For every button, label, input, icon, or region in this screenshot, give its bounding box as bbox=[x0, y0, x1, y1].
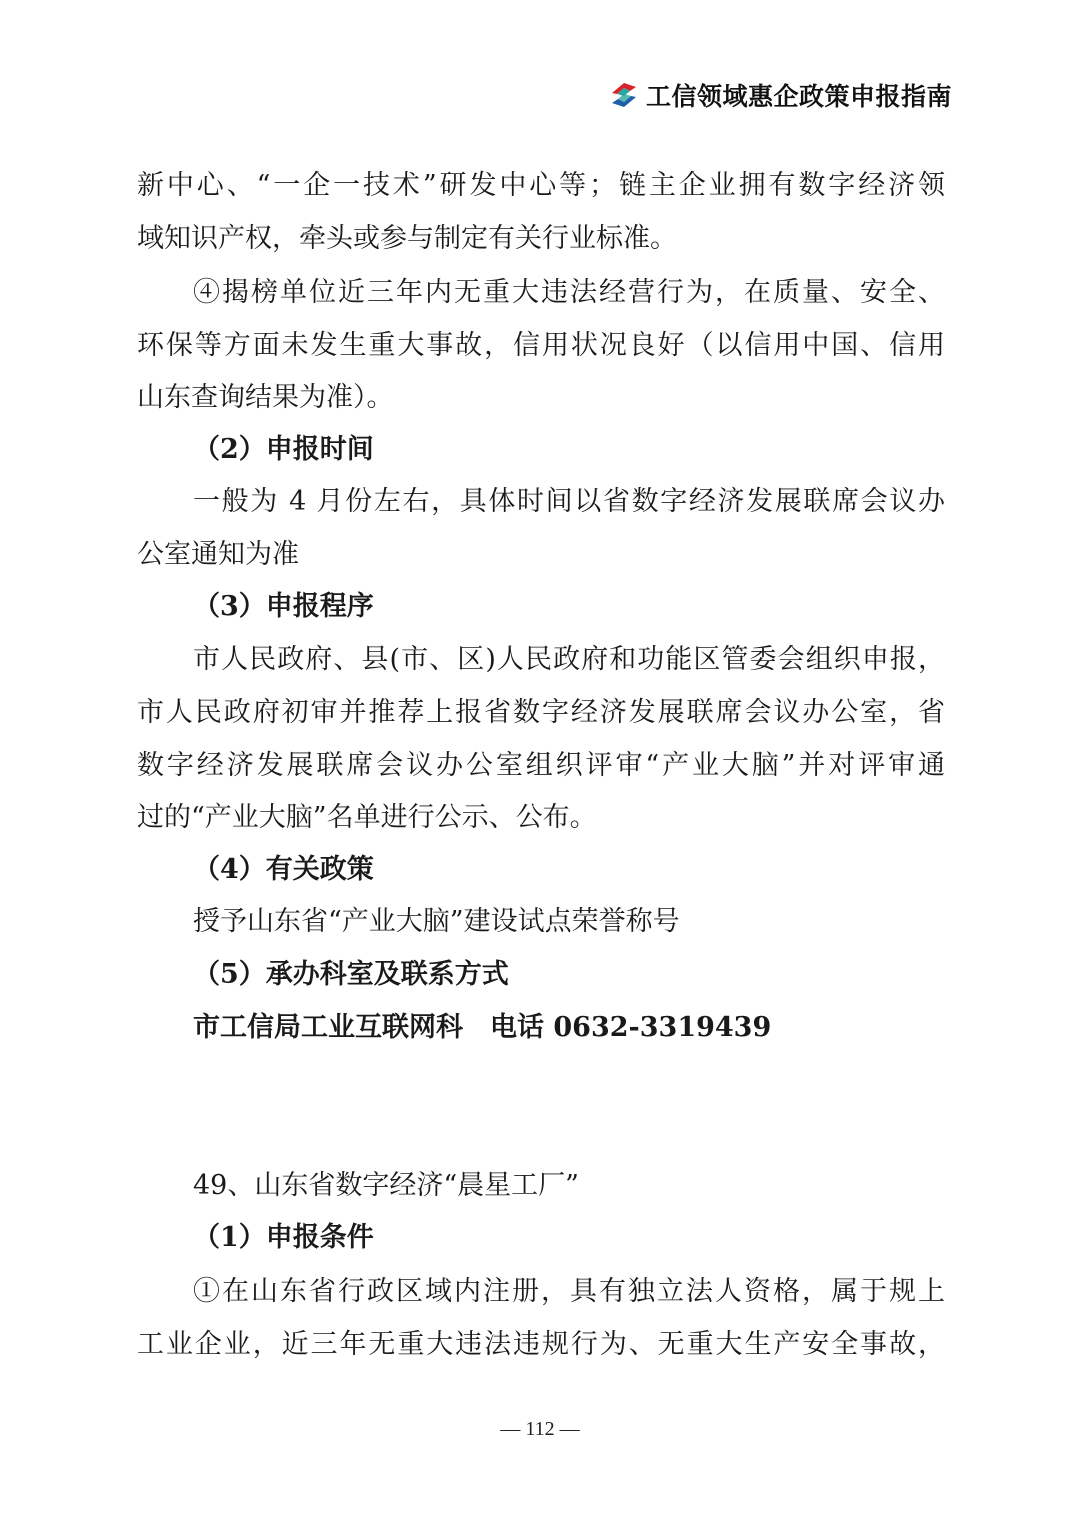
paragraph-line: ④揭榜单位近三年内无重大违法经营行为，在质量、安全、 bbox=[193, 277, 945, 308]
paragraph-line: 授予山东省“产业大脑”建设试点荣誉称号 bbox=[193, 906, 680, 937]
section-heading: （2）申报时间 bbox=[193, 434, 374, 465]
section-heading: （3）申报程序 bbox=[193, 591, 374, 622]
paragraph-line: 市人民政府、县(市、区)人民政府和功能区管委会组织申报， bbox=[193, 644, 945, 675]
section-heading: （4）有关政策 bbox=[193, 854, 374, 885]
paragraph-line: 过的“产业大脑”名单进行公示、公布。 bbox=[137, 802, 597, 833]
page-number: — 112 — bbox=[500, 1418, 580, 1440]
paragraph-line: 工业企业，近三年无重大违法违规行为、无重大生产安全事故， bbox=[137, 1329, 945, 1360]
paragraph-line: 市人民政府初审并推荐上报省数字经济发展联席会议办公室，省 bbox=[137, 697, 945, 728]
section-heading: （5）承办科室及联系方式 bbox=[193, 959, 509, 990]
paragraph-line: 环保等方面未发生重大事故，信用状况良好（以信用中国、信用 bbox=[137, 330, 945, 361]
section-title: 49、山东省数字经济“晨星工厂” bbox=[193, 1170, 579, 1201]
paragraph-line: 域知识产权，牵头或参与制定有关行业标准。 bbox=[137, 223, 677, 254]
paragraph-line: ①在山东省行政区域内注册，具有独立法人资格，属于规上 bbox=[193, 1276, 945, 1307]
paragraph-line: 一般为 4 月份左右，具体时间以省数字经济发展联席会议办 bbox=[193, 486, 945, 517]
paragraph-line: 数字经济发展联席会议办公室组织评审“产业大脑”并对评审通 bbox=[137, 750, 945, 781]
paragraph-line: 新中心、“一企一技术”研发中心等；链主企业拥有数字经济领 bbox=[137, 170, 945, 201]
page-header bbox=[608, 78, 952, 112]
section-heading: （1）申报条件 bbox=[193, 1222, 374, 1253]
arrow-loop-logo-icon bbox=[608, 79, 640, 111]
header-title: 工信领域惠企政策申报指南 bbox=[646, 82, 953, 111]
contact-line: 市工信局工业互联网科 电话 0632-3319439 bbox=[193, 1012, 772, 1043]
paragraph-line: 公室通知为准 bbox=[137, 539, 299, 570]
paragraph-line: 山东查询结果为准）。 bbox=[137, 382, 394, 413]
